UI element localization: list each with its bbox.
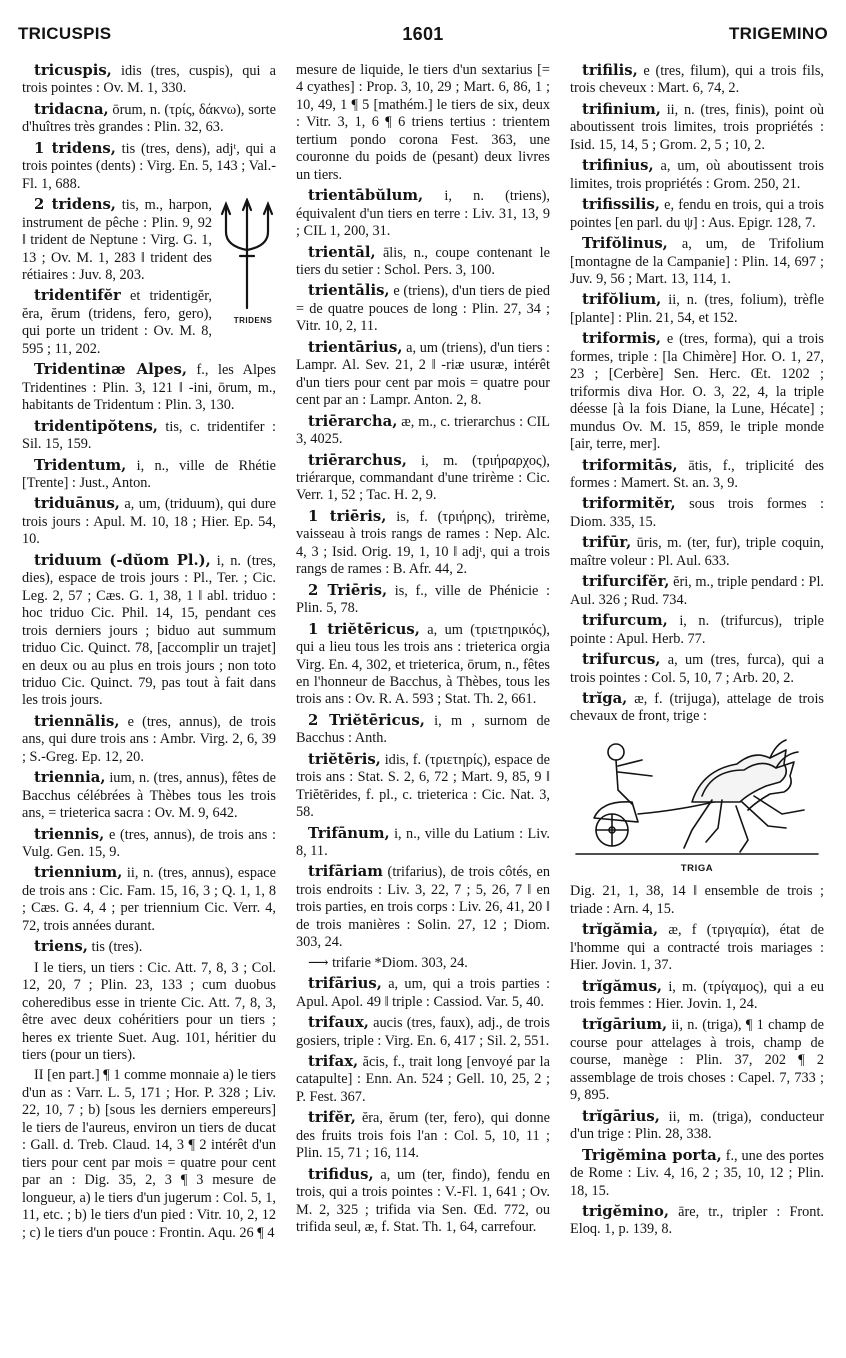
entry-headword: trifurcus, [582, 651, 661, 669]
dictionary-entry [296, 339, 550, 410]
page-number: 1601 [402, 24, 444, 44]
dictionary-entry [296, 282, 550, 335]
entry-definition: II [en part.] ¶ 1 comme monnaie a) le tiers d'un as : Varr. L. 5, 171 ; Hor. P. 328 ; Liv. 22, 10, 7 ; b) [sous les derniers empereurs] le tiers de l'aureus, environ un tiers de ducat : Gall. d. Treb. Claud. 14, 3 ¶ 2 intérêt d'un tiers pour cent par mois = quatre pour cent par an : Dig. 35, 2, 3 ¶ 3 mesure de longueur, a) le tiers d'un jugerum : Col. 5, 1, 11, etc. ; b) le tiers d'un pied : Vitr. 10, 2, 12 ; c) le tiers d'un pouce : Frontin. Aqu. 26 ¶ 4 [22, 1067, 276, 1241]
trident-icon [218, 198, 276, 310]
dictionary-entry [296, 1053, 550, 1106]
dictionary-entry [296, 1014, 550, 1050]
entry-headword: triērarcha, [308, 412, 398, 430]
entry-definition: æ, f (τριγαμία), état de l'homme qui a contracté trois mariages : Hier. Jovin. 1, 37. [570, 922, 824, 974]
dictionary-entry [22, 418, 276, 454]
entry-definition: sous trois formes : Diom. 335, 15. [570, 496, 824, 530]
column-left [22, 62, 276, 1347]
dictionary-entry [296, 452, 550, 505]
entry-headword: trientāl, [308, 243, 376, 261]
dictionary-entry [22, 140, 276, 193]
dictionary-entry [296, 1166, 550, 1237]
entry-headword: Trifānum, [308, 824, 390, 842]
dictionary-entry [570, 534, 824, 570]
entry-definition: et tridentigĕr, ĕra, ĕrum (tridens, fero, gero), qui porte un trident : Ov. M. 8, 595 ; 11, 202. [22, 288, 212, 357]
entry-headword: trifŏlium, [582, 291, 662, 309]
entry-definition: I le tiers, un tiers : Cic. Att. 7, 8, 3 ; Col. 12, 20, 7 ; Plin. 23, 133 ; cum duobus coheredibus esse in triente Cic. Att. 7, 8, 3, être avec deux cohéritiers pour un tiers ; heres ex triente Suet. Aug. 101, héritier du tiers (pour un tiers). [22, 959, 276, 1064]
dictionary-entry [570, 457, 824, 493]
entry-definition: f., une des portes de Rome : Liv. 4, 16, 2 ; 35, 10, 12 ; Plin. 18, 15. [570, 1147, 824, 1199]
entry-definition: i, m. (τριήραρχος), triérarque, commandant d'une trirème : Cic. Verr. 1, 52 ; Tac. H. 2, 9. [296, 452, 550, 504]
dictionary-entry [296, 975, 550, 1011]
dictionary-entry [22, 864, 276, 935]
entry-headword: trĭga, [582, 689, 628, 707]
entry-headword: triennis, [34, 825, 105, 843]
entry-headword: triennium, [34, 864, 123, 882]
entry-headword: trĭgămus, [582, 977, 663, 995]
dictionary-entry [22, 960, 276, 1065]
entry-definition: a, um, de Trifolium [montagne de la Campanie] : Plin. 14, 697 ; Juv. 9, 56 ; Mart. 13, 114, 1. [570, 236, 824, 287]
entry-headword: trifissilis, [582, 196, 661, 214]
entry-headword: trifurcifĕr, [582, 573, 670, 591]
dictionary-entry [296, 751, 550, 822]
triga-illustration [570, 730, 824, 877]
dictionary-entry [22, 1067, 276, 1242]
entry-definition: a, um (ter, findo), fendu en trois, qui a trois pointes : V.-Fl. 1, 641 ; Ov. M. 2, 325 ; trifida via Sen. Œd. 772, ou trifida seul, æ, f. Stat. Th. 1, 64, carrefour. [296, 1166, 550, 1236]
entry-definition: idis (tres, cuspis), qui a trois pointes : Ov. M. 1, 330. [22, 63, 276, 97]
entry-headword: triformitĕr, [582, 495, 676, 513]
entry-headword: 2 tridens, [34, 196, 116, 214]
entry-headword: triens, [34, 938, 88, 956]
guide-word-left: TRICUSPIS [18, 24, 112, 43]
entry-definition: a, um, (triduum), qui dure trois jours : Apul. M. 10, 18 ; Hier. Ep. 54, 10. [22, 496, 276, 548]
entry-definition: e (tres, annus), de trois ans : Vulg. Gen. 15, 9. [22, 826, 276, 861]
dictionary-entry [296, 825, 550, 861]
entry-headword: trĭgārium, [582, 1016, 668, 1034]
dictionary-entry [570, 291, 824, 327]
entry-headword: tricuspis, [34, 62, 112, 79]
dictionary-entry [22, 938, 276, 956]
dictionary-entry [570, 101, 824, 154]
entry-headword: 2 Triēris, [308, 581, 388, 599]
dictionary-entry [22, 769, 276, 822]
entry-definition: tis, c. tridentifer : Sil. 15, 159. [22, 418, 276, 453]
dictionary-entry [570, 1203, 824, 1239]
entry-headword: trifinius, [582, 157, 654, 175]
dictionary-entry [296, 413, 550, 449]
entry-headword: Tridentinæ Alpes, [34, 361, 187, 379]
entry-headword: triformitās, [582, 456, 678, 474]
entry-definition: æ, m., c. trierarchus : CIL 3, 4025. [296, 413, 550, 448]
dictionary-entry [296, 955, 550, 972]
entry-headword: tridacna, [34, 100, 109, 118]
entry-definition: i, n. (tres, dies), espace de trois jours : Pl., Ter. ; Cic. Leg. 2, 57 ; Cæs. G. 1, 38, 1 ‖ abl. triduo : hoc triduo Cic. Phil. 14, 15, pendant ces trois derniers jours ; biduo aut summum triduo Cic. Quinct. 78, [accomplir un trajet] en deux ou au plus en trois jours ; non toto triduo Cic. Quinct. 79, pas tout à fait dans les trois jours. [22, 552, 276, 709]
entry-definition: a, um, où aboutissent trois limites, trois propriétés : Grom. 250, 21. [570, 158, 824, 192]
entry-headword: tridentifĕr [34, 287, 121, 305]
trident-illustration [218, 198, 276, 326]
dictionary-entry [296, 1109, 550, 1162]
entry-headword: triennia, [34, 769, 106, 787]
entry-headword: triduum (-dŭom Pl.), [34, 551, 211, 569]
dictionary-entry [22, 457, 276, 493]
entry-definition: tis, m., harpon, instrument de pêche : Plin. 9, 92 ‖ trident de Neptune : Virg. G. 1, 13 ; Ov. M. 1, 283 ‖ trident des rétiaires : Juv. 8, 203. [22, 197, 212, 283]
column-middle [296, 62, 550, 1347]
entry-definition: ūris, m. (ter, fur), triple coquin, maître voleur : Pl. Aul. 633. [570, 535, 824, 569]
entry-definition: mesure de liquide, le tiers d'un sextarius [= 4 cyathes] : Prop. 3, 10, 29 ; Mart. 6, 86, 1 ; 10, 49, 1 ¶ 5 [mathém.] le tiers de six, deux : Vitr. 3, 1, 6 ¶ 6 triens tertius : trientem tertium pondo corona Fest. 363, une couronne du poids de (pesant) deux livres un tiers. [296, 62, 550, 183]
entry-definition: i, m. (τρίγαμος), qui a eu trois femmes : Hier. Jovin. 1, 24. [570, 978, 824, 1013]
entry-headword: trifaux, [308, 1014, 369, 1032]
dictionary-entry [570, 612, 824, 648]
dictionary-entry [570, 330, 824, 453]
dictionary-entry [296, 863, 550, 951]
entry-headword: trifilis, [582, 62, 638, 79]
entry-headword: Tridentum, [34, 456, 127, 474]
dictionary-entry [570, 921, 824, 974]
trident-caption: TRIDENS [233, 316, 273, 326]
entry-headword: Trigĕmina porta, [582, 1146, 722, 1164]
dictionary-entry [22, 495, 276, 548]
entry-definition: e (tres, forma), qui a trois formes, triple : [la Chimère] Hor. O. 1, 27, 23 ; [Cerbère] Sen. Herc. Œt. 1202 ; triformis diva Hor. O. 3, 22, 4, la triple déesse [à la fois Diane, la Lune, Hécate] ; mundus Ov. M. 15, 859, le triple monde [air, terre, mer]. [570, 331, 824, 453]
entry-definition: tis (tres). [87, 939, 143, 956]
entry-definition: e (tres, annus), de trois ans, qui dure trois ans : Ambr. Virg. 2, 6, 39 ; S.-Greg. Ep. 12, 20. [22, 713, 276, 765]
dictionary-entry [296, 621, 550, 709]
entry-headword: Trifŏlinus, [582, 235, 668, 253]
dictionary-entry [570, 1108, 824, 1144]
dictionary-entry [570, 495, 824, 531]
entry-headword: tridentipŏtens, [34, 417, 158, 435]
dictionary-entry [296, 582, 550, 618]
entry-definition: āre, tr., tripler : Front. Eloq. 1, p. 139, 8. [570, 1204, 824, 1238]
entry-definition: ii, n. (tres, folium), trèfle [plante] : Plin. 21, 54, et 152. [570, 292, 824, 326]
dictionary-entry [296, 244, 550, 280]
entry-headword: triĕtēris, [308, 750, 381, 768]
entry-headword: triērarchus, [308, 451, 407, 469]
entry-definition: is, f., ville de Phénicie : Plin. 5, 78. [296, 582, 550, 617]
entry-definition: ālis, n., coupe contenant le tiers du setier : Schol. Pers. 3, 100. [296, 244, 550, 278]
column-right [570, 62, 824, 1347]
dictionary-entry [570, 196, 824, 232]
entry-headword: triennālis, [34, 712, 120, 730]
entry-definition: a, um (tres, furca), qui a trois pointes : Col. 5, 10, 7 ; Arb. 20, 2. [570, 652, 824, 686]
dictionary-entry [22, 713, 276, 766]
entry-headword: 2 Triĕtēricus, [308, 711, 425, 729]
entry-definition: ĕra, ĕrum (ter, fero), qui donne des fruits trois fois l'an : Col. 5, 10, 11 ; Plin. 15, 71 ; 16, 114. [296, 1110, 550, 1162]
dictionary-entry [22, 101, 276, 137]
entry-headword: 1 triēris, [308, 507, 387, 525]
entry-definition: ātis, f., triplicité des formes : Mamert. St. an. 3, 9. [570, 457, 824, 491]
dictionary-entry [296, 187, 550, 240]
dictionary-entry [22, 552, 276, 710]
entry-definition: ii, n. (tres, annus), espace de trois ans : Cic. Fam. 15, 16, 3 ; Q. 1, 1, 8 ; Cæs. G. 4, 4 ; per triennium Cic. Verr. 4, 72, trois années durant. [22, 865, 276, 934]
running-head [18, 24, 828, 50]
entry-definition: i, n. (trifurcus), triple pointe : Apul. Herb. 77. [570, 613, 824, 647]
dictionary-entry [570, 1147, 824, 1200]
entry-headword: trifāriam [308, 863, 383, 881]
entry-definition: (trifarius), de trois côtés, en trois endroits : Liv. 3, 22, 7 ; 5, 26, 7 ‖ en trois parties, en trois corps : Liv. 26, 41, 20 ‖ de trois manières : Solin. 27, 12 ; Diom. 303, 24. [296, 864, 550, 951]
dictionary-entry [296, 508, 550, 579]
dictionary-entry [570, 62, 824, 98]
dictionary-entry [570, 883, 824, 918]
chariot-icon [572, 730, 822, 858]
entry-definition: ⟶ trifarie *Diom. 303, 24. [308, 954, 468, 971]
entry-headword: trifĕr, [308, 1109, 356, 1127]
entry-headword: trĭgămia, [582, 921, 659, 939]
entry-definition: ii, m. (triga), conducteur d'un trige : Plin. 28, 338. [570, 1108, 824, 1143]
entry-definition: f., les Alpes Tridentines : Plin. 3, 121 ‖ -ini, ōrum, m., habitants de Tridentum : Plin. 3, 130. [22, 362, 276, 414]
entry-headword: 1 tridens, [34, 139, 116, 157]
entry-headword: trifūr, [582, 534, 632, 552]
entry-headword: trifinium, [582, 100, 661, 118]
dictionary-entry [570, 978, 824, 1014]
entry-definition: tis (tres, dens), adjᵗ, qui a trois pointes (dents) : Virg. En. 5, 143 ; Val.-Fl. 1, 688. [22, 140, 276, 192]
entry-headword: trifax, [308, 1053, 359, 1071]
entry-definition: aucis (tres, faux), adj., de trois gosiers, triple : Virg. En. 6, 417 ; Sil. 2, 551. [296, 1015, 550, 1049]
entry-headword: trifurcum, [582, 612, 668, 630]
dictionary-entry [22, 361, 276, 414]
entry-definition: i, n., ville du Latium : Liv. 8, 11. [296, 825, 550, 860]
entry-definition: ĕri, m., triple pendard : Pl. Aul. 326 ; Rud. 734. [570, 574, 824, 608]
entry-definition: is, f. (τριήρης), trirème, vaisseau à trois rangs de rames : Nep. Alc. 4, 3 ; Isid. Orig. 19, 1, 10 ‖ adjᵗ, qui a trois rangs de rames : B. Afr. 44, 2. [296, 508, 550, 578]
dictionary-entry [570, 573, 824, 609]
entry-headword: trientābŭlum, [308, 187, 424, 205]
dictionary-entry [570, 690, 824, 726]
entry-headword: trientālis, [308, 282, 390, 300]
entry-headword: trigĕmino, [582, 1203, 670, 1221]
entry-definition: a, um (τριετηρικός), qui a lieu tous les trois ans : trieterica orgia Virg. En. 4, 302, et trieterica, ōrum, n., fêtes en l'honneur de Bacchus, à Thèbes, tous les trois ans : Ov. R. A. 593 ; Stat. Th. 2, 661. [296, 621, 550, 708]
entry-definition: e (tres, filum), qui a trois fils, trois cheveux : Mart. 6, 74, 2. [570, 63, 824, 97]
entry-definition: i, n. (triens), équivalent d'un tiers en terre : Liv. 31, 13, 9 ; CIL 1, 200, 31. [296, 188, 550, 240]
dictionary-entry [296, 62, 550, 184]
entry-definition: Dig. 21, 1, 38, 14 ‖ ensemble de trois ; triade : Arn. 4, 15. [570, 883, 824, 917]
triga-caption: TRIGA [680, 862, 714, 874]
entry-definition: idis, f. (τριετηρίς), espace de trois ans : Stat. S. 2, 6, 72 ; Mart. 9, 85, 9 ‖ Triĕtērides, f. pl., c. trieterica : Cic. Nat. 3, 58. [296, 751, 550, 821]
entry-headword: trifidus, [308, 1165, 374, 1183]
entry-headword: trientārius, [308, 338, 403, 356]
entry-headword: triduānus, [34, 495, 120, 513]
entry-definition: ii, n. (triga), ¶ 1 champ de course pour attelages à trois, champ de course, manège : Plin. 37, 202 ¶ 2 assemblage de trois choses : Capel. 7, 733 ; 9, 895. [570, 1017, 824, 1104]
dictionary-entry [570, 157, 824, 193]
entry-headword: 1 triĕtēricus, [308, 620, 420, 638]
entry-definition: e (triens), d'un tiers de pied = de quatre pouces de long : Plin. 27, 34 ; Vitr. 10, 2, 11. [296, 283, 550, 335]
dictionary-entry [570, 651, 824, 687]
entry-definition: ăcis, f., trait long [envoyé par la catapulte] : Enn. An. 524 ; Gell. 10, 25, 2 ; P. Fest. 367. [296, 1054, 550, 1105]
guide-word-right: TRIGEMINO [728, 24, 828, 43]
dictionary-entry [22, 826, 276, 862]
dictionary-entry [296, 712, 550, 748]
entry-definition: æ, f. (trijuga), attelage de trois chevaux de front, trige : [570, 690, 824, 725]
dictionary-entry [570, 1016, 824, 1104]
entry-definition: e, fendu en trois, qui a trois pointes [en parl. du ψ] : Aus. Epigr. 128, 7. [570, 197, 824, 231]
entry-definition: ium, n. (tres, annus), fêtes de Bacchus célébrées à Thèbes tous les trois ans, = trieterica sacra : Ov. M. 9, 642. [22, 770, 276, 822]
entry-definition: ii, n. (tres, finis), point où aboutissent trois limites, trois propriétés : Isid. 15, 14, 5 ; Grom. 2, 5 ; 10, 2. [570, 101, 824, 153]
entry-definition: a, um, qui a trois parties : Apul. Apol. 49 ‖ triple : Cassiod. Var. 5, 40. [296, 976, 550, 1010]
dictionary-entry [570, 235, 824, 288]
entry-definition: i, m , surnom de Bacchus : Anth. [296, 712, 550, 747]
entry-definition: ōrum, n. (τρίς, δάκνω), sorte d'huîtres très grandes : Plin. 32, 63. [22, 101, 276, 136]
entry-definition: i, n., ville de Rhétie [Trente] : Just., Anton. [22, 457, 276, 491]
entry-definition: a, um (triens), d'un tiers : Lampr. Al. Sev. 21, 2 ‖ -riæ usuræ, intérêt d'un tiers pour cent par mois = quatre pour cent par an : Lampr. Anton. 2, 8. [296, 339, 550, 409]
dictionary-entry [22, 62, 276, 98]
entry-headword: triformis, [582, 330, 662, 348]
entry-headword: trifārius, [308, 975, 382, 993]
entry-headword: trĭgārius, [582, 1107, 660, 1125]
